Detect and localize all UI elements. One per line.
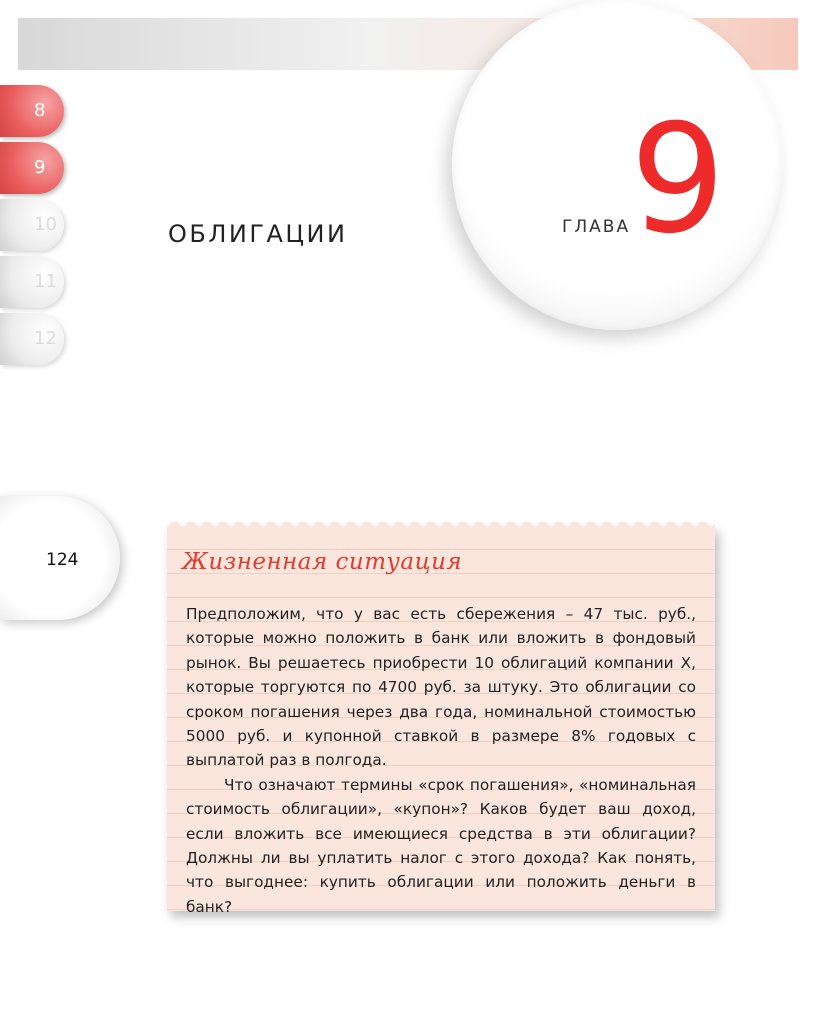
chapter-tab-9[interactable]: 9 [0,142,64,194]
note-title: Жизненная ситуация [182,549,463,575]
page-number: 124 [46,550,79,570]
chapter-disc [452,0,782,330]
chapter-title: ОБЛИГАЦИИ [168,220,348,248]
note-paragraph: Что означают термины «срок погашения», «номинальная стоимость облигации», «купон»? Каков будет ваш доход, если вложить все имеющиеся средства в эти облигации? Должны ли вы уплатить налог с этого дохода? Как понять, что выгоднее: купить облигации или положить деньги в банк? [186,775,696,916]
note-body [186,602,696,919]
chapter-tab-8[interactable]: 8 [0,85,64,137]
chapter-tab-12[interactable]: 12 [0,313,64,365]
note-paragraph: Предположим, что у вас есть сбережения – 47 тыс. руб., которые можно положить в банк или вложить в фондовый рынок. Вы решаетесь приобрести 10 облигаций компании X, которые торгуются по 4700 руб. за штуку. Это облигации со сроком погашения через два года, номинальной стоимостью 5000 руб. и купонной ставкой в размере 8% годовых с выплатой раз в полгода. [186,605,696,770]
chapter-number: 9 [630,93,726,267]
chapter-tab-10[interactable]: 10 [0,199,64,251]
chapter-label: ГЛАВА [562,217,631,237]
chapter-tab-11[interactable]: 11 [0,256,64,308]
torn-edge [167,518,715,528]
